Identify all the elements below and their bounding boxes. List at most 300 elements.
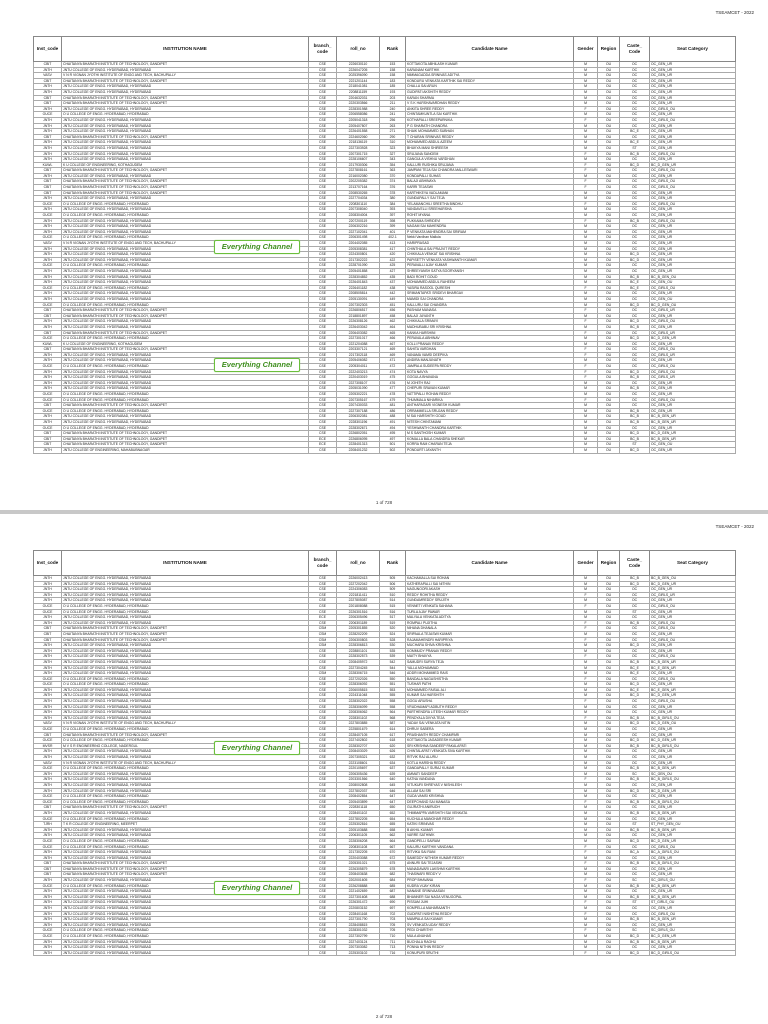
cell-institution-name: O U COLLEGE OF ENGG. HYDERABAD, HYDERABAD [62, 727, 309, 733]
cell-rank: 327 [380, 151, 406, 157]
cell-candidate-name: BANDALA NAGASHISTHA [406, 676, 574, 682]
cell-inst-code: CBIT [34, 631, 62, 637]
cell-rank: 647 [380, 799, 406, 805]
cell-candidate-name: JAMPANI TEJA SAI CHANDRA MALLESWARI [406, 168, 574, 174]
cell-rank: 640 [380, 777, 406, 783]
cell-rank: 495 [380, 431, 406, 437]
cell-candidate-name: NITESH CHINTAMANI [406, 420, 574, 426]
cell-inst-code: JNTH [34, 704, 62, 710]
cell-seat-category: OC_GEN_OU [650, 296, 736, 302]
cell-rank: 241 [380, 112, 406, 118]
cell-inst-code: JNTH [34, 157, 62, 163]
cell-caste-code: OC [620, 592, 650, 598]
column-header-inst-code: Inst_code [34, 37, 62, 62]
cell-region: OU [598, 324, 620, 330]
cell-seat-category: BC_B_GEN_UR [650, 810, 736, 816]
cell-institution-name: JNTU COLLEGE OF ENGG. HYDERABAD, HYDERABAD [62, 296, 309, 302]
cell-institution-name: JNTU COLLEGE OF ENGG. HYDERABAD, HYDERABAD [62, 665, 309, 671]
cell-institution-name: O U COLLEGE OF ENGG. HYDERABAD, HYDERABAD [62, 302, 309, 308]
cell-caste-code: OC [620, 190, 650, 196]
cell-candidate-name: KORRA RAM CHARAN TEJA [406, 442, 574, 448]
cell-inst-code: CBIT [34, 436, 62, 442]
cell-branch-code: CSE [309, 364, 337, 370]
cell-caste-code: OC [620, 911, 650, 917]
cell-region: OU [598, 95, 620, 101]
cell-roll-no: 2206305496 [337, 615, 380, 621]
cell-institution-name: CHAITANYA BHARATHI INSTITUTE OF TECHNOLOGY, GANDIPET [62, 185, 309, 191]
cell-roll-no: 2227302799 [337, 934, 380, 940]
cell-caste-code: OC [620, 157, 650, 163]
cell-rank: 481 [380, 403, 406, 409]
cell-institution-name: JNTU COLLEGE OF ENGG. HYDERABAD, HYDERABAD [62, 352, 309, 358]
cell-rank: 471 [380, 358, 406, 364]
cell-rank: 678 [380, 866, 406, 872]
cell-institution-name: JNTU COLLEGE OF ENGG. HYDERABAD, HYDERABAD [62, 257, 309, 263]
cell-caste-code: OC [620, 347, 650, 353]
cell-roll-no: 2208304004 [337, 213, 380, 219]
cell-seat-category: OC_GEN_OU [650, 280, 736, 286]
cell-roll-no: 2228202209 [337, 631, 380, 637]
cell-rank: 474 [380, 369, 406, 375]
cell-gender: M [574, 263, 598, 269]
cell-institution-name: JNTU COLLEGE OF ENGG. HYDERABAD, HYDERABAD [62, 274, 309, 280]
cell-branch-code: CSE [309, 224, 337, 230]
cell-gender: M [574, 252, 598, 258]
cell-gender: M [574, 213, 598, 219]
cell-gender: M [574, 766, 598, 772]
cell-candidate-name: KACHAMALLA SAI ROHAN [406, 576, 574, 582]
cell-seat-category: BC_D_GEN_UR [650, 336, 736, 342]
cell-institution-name: JNTU COLLEGE OF ENGG. HYDERABAD, HYDERABAD [62, 855, 309, 861]
cell-inst-code: JNTH [34, 906, 62, 912]
cell-inst-code: OUCE [34, 397, 62, 403]
table-row [34, 950, 736, 956]
cell-region: OU [598, 336, 620, 342]
cell-seat-category: OC_GEN_UR [650, 95, 736, 101]
cell-seat-category: BC_B_GEN_UR [650, 883, 736, 889]
cell-roll-no: 2203301566 [337, 777, 380, 783]
cell-candidate-name: KALLURU SAI CHANDRA [406, 302, 574, 308]
cell-rank: 354 [380, 162, 406, 168]
cell-seat-category: OC_GIRLS_OU [650, 676, 736, 682]
column-header-inst-code: Inst_code [34, 551, 62, 576]
cell-roll-no: 2227202026 [337, 676, 380, 682]
cell-rank: 203 [380, 95, 406, 101]
cell-institution-name: O U COLLEGE OF ENGG. HYDERABAD, HYDERABAD [62, 397, 309, 403]
cell-roll-no: 2202001605 [337, 878, 380, 884]
cell-branch-code: CSE [309, 408, 337, 414]
cell-inst-code: MVSR [34, 743, 62, 749]
cell-region: OU [598, 710, 620, 716]
cell-branch-code: CSM [309, 671, 337, 677]
cell-region: OU [598, 252, 620, 258]
cell-rank: 397 [380, 213, 406, 219]
cell-gender: M [574, 922, 598, 928]
cell-caste-code: BC_B [620, 799, 650, 805]
cell-seat-category: OC_GIRLS_OU [650, 201, 736, 207]
cell-roll-no: 2228407105 [337, 732, 380, 738]
cell-region: OU [598, 827, 620, 833]
cell-branch-code: CSE [309, 274, 337, 280]
cell-rank: 413 [380, 241, 406, 247]
cell-caste-code: OC [620, 134, 650, 140]
cell-inst-code: JNTH [34, 598, 62, 604]
cell-region: OU [598, 218, 620, 224]
cell-rank: 479 [380, 397, 406, 403]
cell-caste-code: BC_B [620, 274, 650, 280]
cell-roll-no: 2228306208 [337, 838, 380, 844]
cell-roll-no: 2226802051 [337, 431, 380, 437]
cell-rank: 655 [380, 822, 406, 828]
cell-candidate-name: KOTHAPALLI SREEPARNIKA [406, 117, 574, 123]
cell-caste-code: OC [620, 587, 650, 593]
cell-rank: 634 [380, 760, 406, 766]
cell-branch-code: CSE [309, 922, 337, 928]
cell-caste-code: BC_D [620, 950, 650, 956]
cell-rank: 271 [380, 129, 406, 135]
cell-region: OU [598, 894, 620, 900]
cell-institution-name: JNTU COLLEGE OF ENGG. HYDERABAD, HYDERABAD [62, 810, 309, 816]
cell-roll-no: 2207303082 [337, 945, 380, 951]
cell-region: OU [598, 637, 620, 643]
cell-candidate-name: MAMPALA SAI KUMAR [406, 917, 574, 923]
cell-gender: M [574, 682, 598, 688]
cell-caste-code: OC [620, 89, 650, 95]
cell-institution-name: JNTU COLLEGE OF ENGG. HYDERABAD, HYDERABAD [62, 380, 309, 386]
cell-gender: M [574, 710, 598, 716]
cell-institution-name: JNTU COLLEGE OF ENGG. HYDERABAD, HYDERABAD [62, 581, 309, 587]
cell-roll-no: 2227808161 [337, 168, 380, 174]
cell-institution-name: O U COLLEGE OF ENGG. HYDERABAD, HYDERABAD [62, 794, 309, 800]
cell-branch-code: CSE [309, 794, 337, 800]
cell-caste-code: OC [620, 727, 650, 733]
cell-rank: 467 [380, 341, 406, 347]
cell-seat-category: OC_GIRLS_OU [650, 218, 736, 224]
cell-seat-category: SC_GIRLS_OU [650, 928, 736, 934]
cell-inst-code: CBIT [34, 308, 62, 314]
cell-rank: 211 [380, 101, 406, 107]
cell-institution-name: JNTU COLLEGE OF ENGG. HYDERABAD, HYDERABAD [62, 598, 309, 604]
cell-inst-code: OUCE [34, 201, 62, 207]
cell-caste-code: BC_A [620, 850, 650, 856]
cell-caste-code: BC_B [620, 386, 650, 392]
cell-roll-no: 2228302671 [337, 425, 380, 431]
cell-institution-name: CHAITANYA BHARATHI INSTITUTE OF TECHNOLOGY, GANDIPET [62, 861, 309, 867]
cell-rank: 675 [380, 861, 406, 867]
cell-inst-code: JNTH [34, 207, 62, 213]
cell-seat-category: BC_B_GEN_UR [650, 917, 736, 923]
cell-institution-name: JNTU COLLEGE OF ENGG. HYDERABAD, HYDERABAD [62, 917, 309, 923]
cell-roll-no: 2221811411 [337, 592, 380, 598]
cell-seat-category: OC_GEN_UR [650, 129, 736, 135]
cell-candidate-name: KATHERAPALLI SAI NITHIN [406, 581, 574, 587]
cell-gender: M [574, 659, 598, 665]
cell-candidate-name: P G SHARATH CHANDRA [406, 123, 574, 129]
cell-branch-code: CSE [309, 738, 337, 744]
cell-region: OU [598, 134, 620, 140]
cell-institution-name: O U COLLEGE OF ENGG. HYDERABAD, HYDERABAD [62, 928, 309, 934]
cell-seat-category: OC_GIRLS_OU [650, 285, 736, 291]
cell-rank: 654 [380, 816, 406, 822]
cell-inst-code: JNTH [34, 693, 62, 699]
cell-region: OU [598, 280, 620, 286]
cell-institution-name: JNTU COLLEGE OF ENGG. HYDERABAD, HYDERABAD [62, 157, 309, 163]
cell-candidate-name: CHALLA SAI ARUN [406, 84, 574, 90]
cell-region: OU [598, 263, 620, 269]
cell-candidate-name: GUDIPATI AKSHITH REDDY [406, 89, 574, 95]
cell-seat-category: BC_B_GEN_OU [650, 274, 736, 280]
cell-caste-code: BC_D [620, 838, 650, 844]
cell-region: OU [598, 794, 620, 800]
cell-candidate-name: SRI KRISHNA SANDEEP PAKALAPATI [406, 743, 574, 749]
cell-seat-category: BC_B_GEN_UR [650, 766, 736, 772]
cell-rank: 515 [380, 603, 406, 609]
cell-region: OU [598, 207, 620, 213]
cell-roll-no: 2228306715 [337, 671, 380, 677]
cell-branch-code: CSE [309, 816, 337, 822]
cell-rank: 422 [380, 257, 406, 263]
cell-institution-name: CHAITANYA BHARATHI INSTITUTE OF TECHNOLOGY, GANDIPET [62, 179, 309, 185]
cell-region: OU [598, 855, 620, 861]
cell-seat-category: OC_GEN_UR [650, 872, 736, 878]
cell-region: OU [598, 889, 620, 895]
cell-seat-category: OC_GEN_UR [650, 408, 736, 414]
cell-branch-code: ECE [309, 436, 337, 442]
cell-rank: 519 [380, 620, 406, 626]
cell-branch-code: CSE [309, 855, 337, 861]
cell-region: OU [598, 397, 620, 403]
cell-region: OU [598, 78, 620, 84]
cell-candidate-name: CHIKKALA VENKAT SAI KRISHNA [406, 252, 574, 258]
cell-inst-code: CBIT [34, 861, 62, 867]
cell-rank: 158 [380, 73, 406, 79]
cell-seat-category: OC_GEN_UR [650, 704, 736, 710]
cell-inst-code: JNTH [34, 771, 62, 777]
cell-inst-code: JNTH [34, 380, 62, 386]
cell-gender: M [574, 788, 598, 794]
column-header-region: Region [598, 551, 620, 576]
cell-institution-name: CHAITANYA BHARATHI INSTITUTE OF TECHNOLOGY, GANDIPET [62, 631, 309, 637]
allotment-table [33, 36, 736, 454]
cell-rank: 263 [380, 123, 406, 129]
cell-seat-category: OC_GEN_UR [650, 190, 736, 196]
cell-seat-category: BC_B_GEN_UR [650, 436, 736, 442]
cell-inst-code: OUCE [34, 794, 62, 800]
table-header-row [34, 37, 736, 62]
cell-gender: M [574, 755, 598, 761]
cell-seat-category: OC_GEN_UR [650, 648, 736, 654]
cell-caste-code: BC_D [620, 431, 650, 437]
cell-rank: 587 [380, 721, 406, 727]
cell-institution-name: JNTU COLLEGE OF ENGG. HYDERABAD, HYDERABAD [62, 643, 309, 649]
cell-institution-name: JNTU COLLEGE OF ENGG. HYDERABAD, HYDERABAD [62, 151, 309, 157]
cell-candidate-name: VRUDHAMAPI ADBUTH REDDY [406, 704, 574, 710]
cell-candidate-name: PERAVALA ABHINAV [406, 336, 574, 342]
cell-branch-code: CSE [309, 911, 337, 917]
cell-institution-name: JNTU COLLEGE OF ENGG. HYDERABAD, HYDERABAD [62, 129, 309, 135]
cell-inst-code: JNTH [34, 319, 62, 325]
cell-inst-code: JNTH [34, 268, 62, 274]
cell-roll-no: 2208405972 [337, 659, 380, 665]
cell-roll-no: 2221204088 [337, 341, 380, 347]
cell-region: OU [598, 861, 620, 867]
cell-inst-code: JNTH [34, 592, 62, 598]
cell-caste-code: OC [620, 732, 650, 738]
cell-inst-code: VASV [34, 760, 62, 766]
cell-caste-code: BC_B [620, 576, 650, 582]
cell-branch-code: CSE [309, 766, 337, 772]
cell-seat-category: BC_B_GEN_UR [650, 939, 736, 945]
cell-gender: F [574, 715, 598, 721]
cell-region: OU [598, 257, 620, 263]
cell-inst-code: OUCE [34, 799, 62, 805]
cell-candidate-name: KARRI TEJASWI [406, 185, 574, 191]
cell-gender: M [574, 173, 598, 179]
cell-inst-code: JNTH [34, 654, 62, 660]
cell-candidate-name: KARAN SHARMA [406, 95, 574, 101]
cell-inst-code: JNTH [34, 420, 62, 426]
cell-gender: M [574, 274, 598, 280]
cell-caste-code: OC [620, 889, 650, 895]
cell-inst-code: JNTH [34, 620, 62, 626]
cell-candidate-name: M SAI HARSHITH GOUD [406, 414, 574, 420]
cell-rank: 256 [380, 117, 406, 123]
cell-candidate-name: SAMUDRI SURYA TEJA [406, 659, 574, 665]
cell-gender: M [574, 268, 598, 274]
cell-roll-no: 2207305167 [337, 397, 380, 403]
cell-rank: 514 [380, 598, 406, 604]
cell-branch-code: CSE [309, 140, 337, 146]
cell-candidate-name: KOMALLA BALA CHANDRA SHEKAR [406, 436, 574, 442]
cell-roll-no: 2227301790 [337, 917, 380, 923]
cell-rank: 617 [380, 732, 406, 738]
cell-roll-no: 2205302221 [337, 392, 380, 398]
column-header-seat-category: Seat Category [650, 37, 736, 62]
cell-seat-category: OC_GIRLS_OU [650, 626, 736, 632]
cell-seat-category: BC_B_GIRLS_OU [650, 715, 736, 721]
cell-institution-name: O U COLLEGE OF ENGG. HYDERABAD, HYDERABAD [62, 235, 309, 241]
cell-candidate-name: AMMATI SANDEEP [406, 771, 574, 777]
cell-branch-code: CSE [309, 101, 337, 107]
cell-caste-code: OC [620, 872, 650, 878]
cell-caste-code: BC_D [620, 447, 650, 453]
cell-branch-code: CSE [309, 838, 337, 844]
cell-rank: 517 [380, 615, 406, 621]
cell-roll-no: 2223108601 [337, 760, 380, 766]
cell-seat-category: BC_E_GEN_UR [650, 665, 736, 671]
cell-rank: 472 [380, 364, 406, 370]
cell-institution-name: O U COLLEGE OF ENGG. HYDERABAD, HYDERABAD [62, 934, 309, 940]
cell-region: OU [598, 392, 620, 398]
cell-rank: 645 [380, 782, 406, 788]
cell-seat-category: OC_GEN_UR [650, 403, 736, 409]
cell-caste-code: OC [620, 866, 650, 872]
cell-region: OU [598, 883, 620, 889]
cell-candidate-name: PONDURTI JAYANTH [406, 447, 574, 453]
cell-seat-category: OC_GIRLS_OU [650, 844, 736, 850]
cell-institution-name: JNTU COLLEGE OF ENGG. HYDERABAD, HYDERABAD [62, 654, 309, 660]
cell-inst-code: JNTH [34, 939, 62, 945]
cell-caste-code: OC [620, 235, 650, 241]
cell-gender: M [574, 157, 598, 163]
cell-institution-name: CHAITANYA BHARATHI INSTITUTE OF TECHNOLOGY, GANDIPET [62, 436, 309, 442]
cell-inst-code: JNTH [34, 833, 62, 839]
cell-rank: 652 [380, 810, 406, 816]
cell-candidate-name: YADAV SAI VENKATA NITIN [406, 721, 574, 727]
cell-candidate-name: ANNURI SAI TEJASWI [406, 861, 574, 867]
cell-caste-code: BC_E [620, 665, 650, 671]
cell-caste-code: BC_E [620, 280, 650, 286]
cell-roll-no: 2228408815 [337, 922, 380, 928]
cell-gender: M [574, 732, 598, 738]
cell-candidate-name: KARANAM KARTHIK [406, 67, 574, 73]
cell-gender: M [574, 889, 598, 895]
cell-seat-category: OC_GEN_UR [650, 341, 736, 347]
cell-branch-code: CSE [309, 207, 337, 213]
cell-rank: 711 [380, 939, 406, 945]
cell-gender: M [574, 341, 598, 347]
cell-seat-category: OC_GEN_UR [650, 922, 736, 928]
cell-region: OU [598, 643, 620, 649]
cell-region: OU [598, 626, 620, 632]
cell-caste-code: ST [620, 822, 650, 828]
cell-roll-no: 2226301516 [337, 609, 380, 615]
cell-region: OU [598, 436, 620, 442]
cell-rank: 393 [380, 207, 406, 213]
cell-candidate-name: BHANNER SAI NAGA VENUGOPAL [406, 894, 574, 900]
cell-branch-code: CSE [309, 151, 337, 157]
cell-branch-code: CSE [309, 358, 337, 364]
cell-caste-code: BC_D [620, 581, 650, 587]
cell-caste-code: BC_D [620, 336, 650, 342]
cell-rank: 705 [380, 922, 406, 928]
cell-branch-code: CSE [309, 782, 337, 788]
cell-rank: 458 [380, 313, 406, 319]
cell-region: OU [598, 704, 620, 710]
cell-gender: M [574, 425, 598, 431]
cell-caste-code: BC_B [620, 777, 650, 783]
cell-inst-code: JNTH [34, 218, 62, 224]
cell-rank: 380 [380, 196, 406, 202]
cell-branch-code: CSE [309, 889, 337, 895]
cell-branch-code: CSE [309, 420, 337, 426]
cell-roll-no: 2228801101 [337, 648, 380, 654]
cell-gender: M [574, 89, 598, 95]
cell-seat-category: OC_GEN_UR [650, 889, 736, 895]
cell-candidate-name: ANKITA SHREE REDDY [406, 106, 574, 112]
cell-gender: F [574, 397, 598, 403]
cell-roll-no: 2206301189 [337, 620, 380, 626]
cell-institution-name: JNTU COLLEGE OF ENGG. HYDERABAD, HYDERABAD [62, 777, 309, 783]
cell-seat-category: OC_GEN_UR [650, 609, 736, 615]
cell-institution-name: JNTU COLLEGE OF ENGG. HYDERABAD, HYDERABAD [62, 358, 309, 364]
cell-caste-code: OC [620, 67, 650, 73]
cell-rank: 702 [380, 911, 406, 917]
cell-inst-code: JNTH [34, 900, 62, 906]
cell-gender: F [574, 117, 598, 123]
cell-candidate-name: PAPISETTY VENKATA YASHWANTH KUMAR [406, 257, 574, 263]
cell-institution-name: CHAITANYA BHARATHI INSTITUTE OF TECHNOLOGY, GANDIPET [62, 403, 309, 409]
cell-seat-category: OC_GIRLS_OU [650, 911, 736, 917]
cell-region: OU [598, 179, 620, 185]
cell-inst-code: JNTH [34, 788, 62, 794]
cell-branch-code: ECE [309, 442, 337, 448]
cell-roll-no: 2227301017 [337, 336, 380, 342]
cell-inst-code: JNTH [34, 827, 62, 833]
cell-roll-no: 2228401313 [337, 442, 380, 448]
cell-gender: M [574, 581, 598, 587]
cell-seat-category: OC_GIRLS_OU [650, 654, 736, 660]
